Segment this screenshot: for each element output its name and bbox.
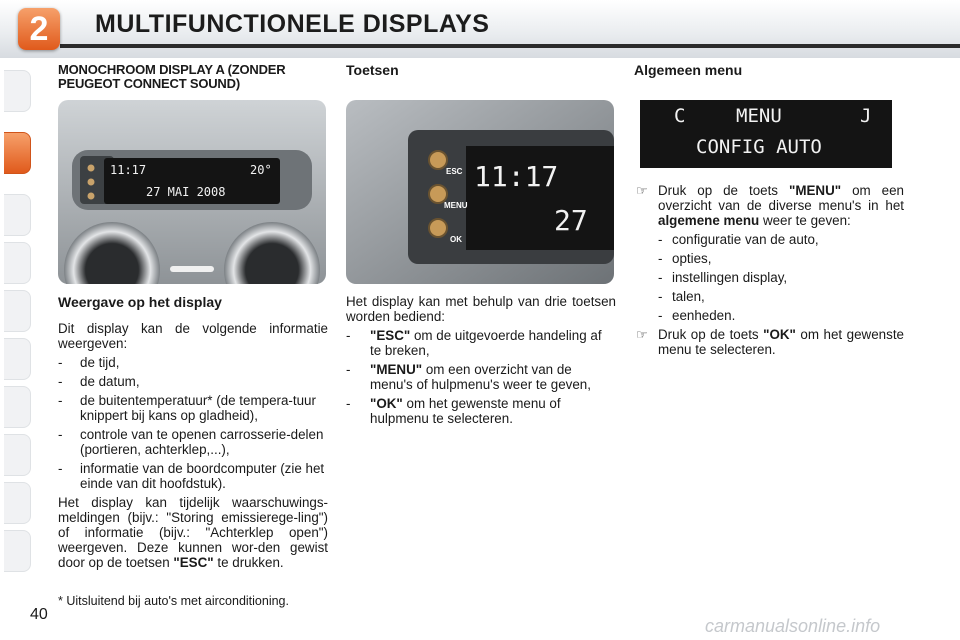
chapter-tab[interactable] bbox=[4, 386, 31, 428]
right-text bbox=[634, 183, 904, 357]
chapter-tab[interactable] bbox=[4, 482, 31, 524]
instruction-text: Druk op de toets bbox=[658, 183, 789, 198]
list-item: - de datum, bbox=[58, 374, 328, 389]
dashboard-display-illustration bbox=[58, 100, 326, 284]
display-menu-title: MENU bbox=[736, 105, 782, 127]
chapter-tab[interactable] bbox=[4, 434, 31, 476]
instruction-item bbox=[634, 183, 904, 323]
chapter-tab[interactable] bbox=[4, 70, 31, 112]
instruction-text: om het gewenste menu te selecteren. bbox=[658, 327, 904, 357]
keys-list bbox=[346, 328, 616, 426]
display-arrow-left: C bbox=[674, 105, 686, 127]
chapter-tab[interactable] bbox=[4, 290, 31, 332]
list-item bbox=[346, 362, 616, 392]
chapter-badge: 2 bbox=[18, 8, 60, 50]
instruction-text: Druk op de toets bbox=[658, 327, 764, 342]
intro-text: Dit display kan de volgende informatie weergeven: bbox=[58, 321, 328, 351]
chapter-tab[interactable] bbox=[4, 194, 31, 236]
chapter-tab[interactable] bbox=[4, 530, 31, 572]
instruction-text: om een overzicht van de diverse menu's in het bbox=[658, 183, 904, 213]
intro-text: Het display kan met behulp van drie toetsen worden bediend: bbox=[346, 294, 616, 324]
key-label: "ESC" bbox=[173, 555, 214, 570]
buttons-display-photo bbox=[346, 100, 614, 284]
footnote: * Uitsluitend bij auto's met airconditioning. bbox=[58, 594, 289, 608]
list-item bbox=[346, 328, 616, 358]
instruction-text: weer te geven: bbox=[759, 213, 851, 228]
section-title: Weergave op het display bbox=[58, 294, 222, 310]
display-info-list bbox=[58, 355, 328, 491]
display-time: 11:17 bbox=[110, 163, 147, 177]
instruction-item bbox=[634, 327, 904, 357]
page-number: 40 bbox=[30, 606, 48, 623]
key-label: "OK" bbox=[370, 396, 403, 411]
key-label: "OK" bbox=[763, 327, 796, 342]
display-date: 27 MAI 2008 bbox=[146, 185, 226, 199]
left-heading-block bbox=[58, 63, 328, 91]
chapter-tab-active[interactable] bbox=[4, 132, 31, 174]
chapter-tab[interactable] bbox=[4, 242, 31, 284]
display-menu-item: CONFIG AUTO bbox=[696, 136, 822, 158]
right-heading-block bbox=[634, 63, 904, 78]
list-item: - informatie van de boordcomputer (zie het einde van dit hoofdstuk). bbox=[58, 461, 328, 491]
page-title: MULTIFUNCTIONELE DISPLAYS bbox=[95, 10, 490, 38]
ok-button-label: OK bbox=[450, 235, 462, 244]
display-value: 27 bbox=[554, 204, 588, 237]
list-item bbox=[346, 396, 616, 426]
menu-button-label: MENU bbox=[444, 201, 468, 210]
dashboard-display-photo bbox=[58, 100, 326, 284]
list-item: - de buitentemperatuur* (de tempera-tuur knippert bij kans op gladheid), bbox=[58, 393, 328, 423]
display-time: 11:17 bbox=[474, 160, 559, 193]
paragraph-text: Het display kan tijdelijk waarschuwings-meldingen (bijv.: "Storing emissierege-ling") of informatie (bijv.: "Achterklep open") weergeven. Deze kunnen wor-den gewist door op de toetsen bbox=[58, 495, 328, 570]
key-label: "MENU" bbox=[370, 362, 423, 377]
list-item: - talen, bbox=[634, 289, 904, 304]
menu-options-list bbox=[634, 232, 904, 323]
chapter-tabs bbox=[0, 70, 34, 580]
buttons-display-illustration bbox=[346, 100, 614, 284]
key-label: "MENU" bbox=[788, 183, 842, 198]
header-rule bbox=[60, 44, 960, 48]
middle-text bbox=[346, 294, 616, 426]
list-item: - opties, bbox=[634, 251, 904, 266]
list-item: - configuratie van de auto, bbox=[634, 232, 904, 247]
display-arrow-right: J bbox=[860, 105, 872, 127]
instructions-list bbox=[634, 183, 904, 357]
middle-heading-block bbox=[346, 63, 616, 78]
esc-button-label: ESC bbox=[446, 167, 463, 176]
section-heading: MONOCHROOM DISPLAY A (ZONDER PEUGEOT CONNECT SOUND) bbox=[58, 62, 286, 91]
section-heading: Toetsen bbox=[346, 62, 399, 78]
list-item: - instellingen display, bbox=[634, 270, 904, 285]
key-description: om de uitgevoerde handeling af te breken, bbox=[370, 328, 602, 358]
display-temperature: 20° bbox=[250, 163, 272, 177]
watermark: carmanualsonline.info bbox=[705, 616, 881, 636]
menu-display-illustration bbox=[640, 100, 892, 168]
section-heading: Algemeen menu bbox=[634, 62, 743, 78]
list-item: - de tijd, bbox=[58, 355, 328, 370]
paragraph-text: te drukken. bbox=[213, 555, 284, 570]
list-item: - eenheden. bbox=[634, 308, 904, 323]
key-label: "ESC" bbox=[370, 328, 411, 343]
warning-paragraph bbox=[58, 495, 328, 570]
left-text bbox=[58, 295, 328, 570]
key-description: om het gewenste menu of hulpmenu te selecteren. bbox=[370, 396, 561, 426]
emphasis-text: algemene menu bbox=[658, 213, 760, 228]
menu-display-photo bbox=[640, 100, 892, 168]
chapter-tab[interactable] bbox=[4, 338, 31, 380]
list-item: - controle van te openen carrosserie-delen (portieren, achterklep,...), bbox=[58, 427, 328, 457]
key-description: om een overzicht van de menu's of hulpmenu's weer te geven, bbox=[370, 362, 591, 392]
